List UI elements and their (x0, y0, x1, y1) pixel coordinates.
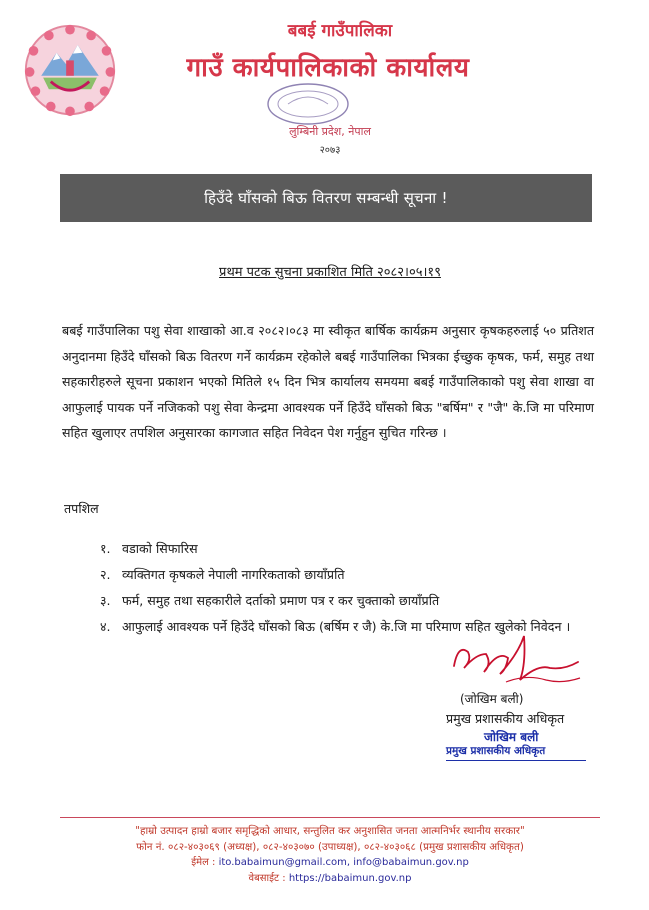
website-link[interactable]: https://babaimun.gov.np (288, 873, 412, 884)
office-year: २०७३ (319, 145, 341, 156)
office-title: गाउँ कार्यपालिकाको कार्यालय (186, 53, 470, 83)
stamp-signatory-post: प्रमुख प्रशासकीय अधिकृत (446, 745, 546, 757)
footer-website (60, 871, 600, 887)
list-item-text: फर्म, समुह तथा सहकारीले दर्ताको प्रमाण पत्र र कर चुक्ताको छायाँप्रति (122, 593, 440, 608)
subject-banner: हिउँदे घाँसको बिऊ वितरण सम्बन्धी सूचना ! (60, 174, 592, 222)
list-item (100, 590, 600, 612)
office-address: लुम्बिनी प्रदेश, नेपाल (289, 125, 371, 138)
publish-date-line: प्रथम पटक सुचना प्रकाशित मिति २०८२।०५।१९ (219, 265, 441, 280)
list-item (100, 538, 600, 560)
signatory-post: प्रमुख प्रशासकीय अधिकृत (446, 711, 565, 726)
list-item-text: व्यक्तिगत कृषकले नेपाली नागरिकताको छायाँप्रति (122, 567, 345, 582)
stamp-signatory-name: जोखिम बली (484, 730, 539, 744)
email-label: ईमेल : (191, 857, 216, 868)
website-label: वेबसाईट : (248, 873, 286, 884)
list-item-text: आफुलाई आवश्यक पर्ने हिउँदे घाँसको बिऊ (बर्षिम र जै) के.जि मा परिमाण सहित खुलेको निवेदन । (122, 619, 571, 634)
list-item-number: २. (100, 567, 111, 582)
office-stamp-icon (262, 80, 354, 128)
footer-slogan: "हाम्रो उत्पादन हाम्रो बजार समृद्धिको आधार, सन्तुलित कर अनुशासित जनता आत्मनिर्भर स्थानीय सरकार" (135, 825, 525, 837)
list-item-text: वडाको सिफारिस (122, 541, 198, 556)
handwritten-signature-icon (446, 624, 586, 694)
footer-phone: फोन नं. ०८२-४०३०६९ (अध्यक्ष), ०८२-४०३०७० (उपाध्यक्ष), ०८२-४०३०६८ (प्रमुख प्रशासकीय अधिकृत) (136, 841, 524, 853)
list-item (100, 564, 600, 586)
notice-body: बबई गाउँपालिका पशु सेवा शाखाको आ.व २०८२।०८३ मा स्वीकृत बार्षिक कार्यक्रम अनुसार कृषकहरुलाई ५० प्रतिशत अनुदानमा हिउँदे घाँसको बिऊ वितरण गर्ने कार्यक्रम रहेकोले बबई गाउँपालिका भित्रका ईच्छुक कृषक, फर्म, समुह तथा सहकारीहरुले सूचना प्रकाशन भएको मितिले १५ दिन भित्र कार्यालय समयमा बबई गाउँपालिकाको पशु सेवा शाखा वा आफुलाई पायक पर्ने नजिकको पशु सेवा केन्द्रमा आवश्यक पर्ने हिउँदे घाँसको बिऊ "बर्षिम" र "जै" के.जि मा परिमाण सहित खुलाएर तपशिल अनुसारका कागजात सहित निवेदन पेश गर्नुहुन सुचित गरिन्छ । (62, 323, 594, 441)
footer (60, 823, 600, 887)
nepal-emblem-icon (22, 22, 118, 118)
signatory-name: (जोखिम बली) (460, 692, 524, 706)
list-item-number: ४. (100, 619, 111, 634)
footer-divider (60, 817, 600, 818)
email-value[interactable]: ito.babaimun@gmail.com, info@babaimun.gov.np (218, 857, 469, 868)
list-item-number: १. (100, 541, 111, 556)
office-name: बबई गाउँपालिका (287, 21, 393, 41)
stamp-underline (446, 760, 586, 761)
details-heading: तपशिल (64, 501, 99, 516)
list-item-number: ३. (100, 593, 111, 608)
footer-email (60, 855, 600, 871)
